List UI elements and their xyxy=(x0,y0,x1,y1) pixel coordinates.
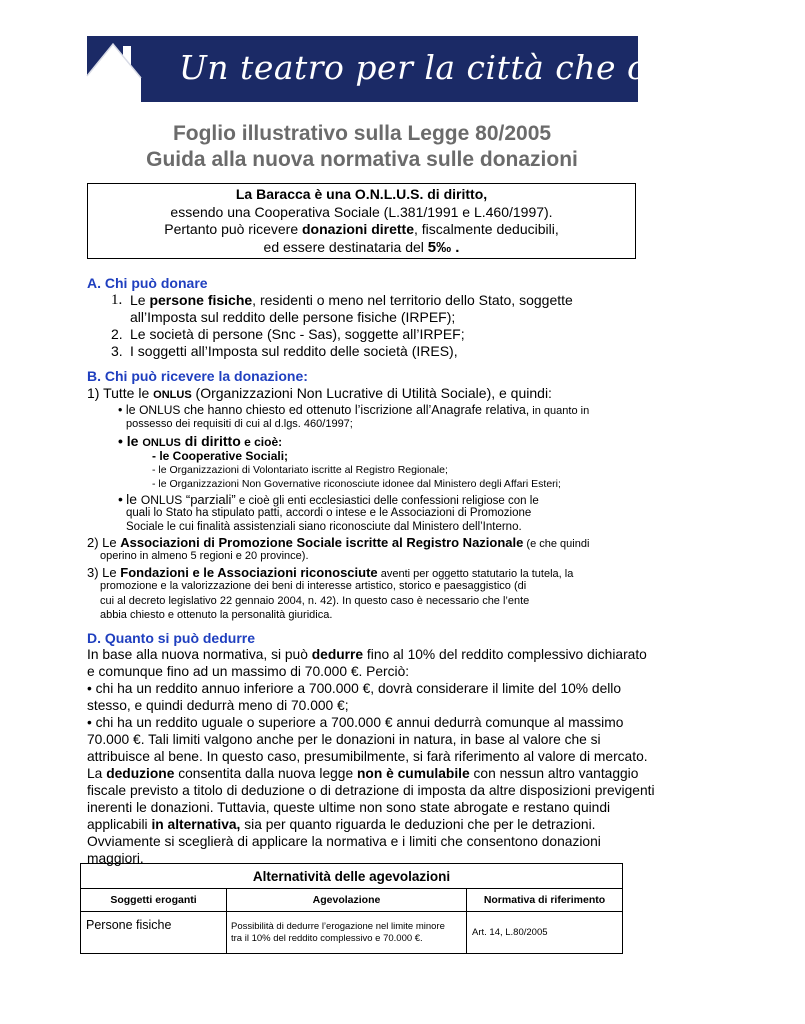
table-cell-agevolazione: Possibilità di dedurre l’erogazione nel limite minore tra il 10% del reddito complessivo e 70.000 €. xyxy=(227,912,467,954)
table-cell-soggetto: Persone fisiche xyxy=(81,912,227,954)
section-b-point-2-cont: operino in almeno 5 regioni e 20 province). xyxy=(100,550,309,562)
infobox-line-3: Pertanto può ricevere donazioni dirette, fiscalmente deducibili, xyxy=(164,221,559,237)
section-b-point-3: 3) Le Fondazioni e le Associazioni riconosciute aventi per oggetto statutario la tutela, la xyxy=(87,565,574,580)
bullet-3-cont-1: quali lo Stato ha stipulato patti, accordi o intese e le Associazioni di Promozione xyxy=(126,507,532,519)
bullet-1: • le ONLUS che hanno chiesto ed ottenuto l’iscrizione all’Anagrafe relativa, in quanto in xyxy=(118,403,590,417)
banner-slogan: Un teatro per la città che cresce . . . xyxy=(179,48,805,87)
section-b-point-3-cont-1: promozione e la valorizzazione dei beni di interesse artistico, storico e paesaggistico (di xyxy=(100,580,527,592)
section-d-line-2: e comunque fino ad un massimo di 70.000 €. Perciò: xyxy=(87,664,410,679)
section-d-heading: D. Quanto si può dedurre xyxy=(87,630,256,646)
section-b-point-1: 1) Tutte le ONLUS (Organizzazioni Non Lucrative di Utilità Sociale), e quindi: xyxy=(87,385,552,401)
list-item-3: I soggetti all’Imposta sul reddito delle società (IRES), xyxy=(130,343,458,359)
page-subtitle: Guida alla nuova normativa sulle donazioni xyxy=(146,148,578,171)
header-banner xyxy=(87,36,805,102)
section-d-line-11: applicabili in alternativa, sia per quanto riguarda le deduzioni che per le detrazioni. xyxy=(87,817,596,832)
table-header-soggetti: Soggetti eroganti xyxy=(81,889,227,912)
table-header-normativa: Normativa di riferimento xyxy=(467,889,623,912)
section-d-line-8: La deduzione consentita dalla nuova legge non è cumulabile con nessun altro vantaggio xyxy=(87,766,639,781)
section-d-line-9: fiscale previsto a titolo di deduzione o di detrazione di imposta da altre disposizioni previgenti xyxy=(87,783,655,798)
table-cell-normativa: Art. 14, L.80/2005 xyxy=(467,912,623,954)
section-d-line-1: In base alla nuova normativa, si può dedurre fino al 10% del reddito complessivo dichiarato xyxy=(87,647,647,662)
section-d-line-6: 70.000 €. Tali limiti valgono anche per le donazioni in natura, in base al valore che si xyxy=(87,732,601,747)
list-number-3: 3. xyxy=(111,343,123,359)
section-a-heading: A. Chi può donare xyxy=(87,275,208,291)
section-b-point-3-cont-3: abbia chiesto e ottenuto la personalità giuridica. xyxy=(100,609,333,621)
section-b-point-2: 2) Le Associazioni di Promozione Sociale iscritte al Registro Nazionale (e che quindi xyxy=(87,535,590,550)
section-d-line-4: stesso, e quindi dedurrà meno di 70.000 €; xyxy=(87,698,349,713)
bullet-2-sub-3: - le Organizzazioni Non Governative riconosciute idonee dal Ministero degli Affari Esteri; xyxy=(152,478,561,490)
infobox-line-2: essendo una Cooperativa Sociale (L.381/1991 e L.460/1997). xyxy=(170,203,553,220)
section-d-line-12: Ovviamente si sceglierà di applicare la normativa e i limiti che consentono donazioni xyxy=(87,834,601,849)
list-item-1: Le persone fisiche, residenti o meno nel territorio dello Stato, soggette xyxy=(130,292,573,308)
table-row xyxy=(81,912,623,954)
bullet-2: • le ONLUS di diritto e cioè: xyxy=(118,433,283,449)
section-d-line-7: attribuisce al bene. In questo caso, presumibilmente, si farà riferimento al valore di mercato. xyxy=(87,749,648,764)
list-number-2: 2. xyxy=(111,326,123,342)
section-d-line-10: inerenti le donazioni. Tuttavia, queste ultime non sono state abrogate e restano quindi xyxy=(87,800,611,815)
section-d-line-13: maggiori. xyxy=(87,851,144,866)
agevolazioni-table xyxy=(80,863,623,954)
bullet-1-cont: possesso dei requisiti di cui al d.lgs. 460/1997; xyxy=(126,418,353,430)
table-header-row xyxy=(81,889,623,912)
bullet-3-cont-2: Sociale le cui finalità assistenziali siano riconosciute dal Ministero dell’Interno. xyxy=(126,521,522,533)
list-number-1: 1. xyxy=(111,292,123,308)
page-title: Foglio illustrativo sulla Legge 80/2005 xyxy=(172,122,552,145)
table-header-agevolazione: Agevolazione xyxy=(227,889,467,912)
bullet-3: • le ONLUS “parziali” e cioè gli enti ecclesiastici delle confessioni religiose con le xyxy=(118,491,539,507)
section-b-point-3-cont-2: cui al decreto legislativo 22 gennaio 2004, n. 42). In questo caso è necessario che l’ente xyxy=(100,595,530,607)
list-item-1-cont: all’Imposta sul reddito delle persone fisiche (IRPEF); xyxy=(130,309,456,325)
onlus-info-box xyxy=(87,183,636,259)
section-b-heading: B. Chi può ricevere la donazione: xyxy=(87,368,308,384)
list-item-2: Le società di persone (Snc - Sas), soggette all’IRPEF; xyxy=(130,326,465,342)
bullet-2-sub-2: - le Organizzazioni di Volontariato iscritte al Registro Regionale; xyxy=(152,464,448,476)
bullet-2-sub-1: - le Cooperative Sociali; xyxy=(152,449,289,463)
section-d-line-5: • chi ha un reddito uguale o superiore a 700.000 € annui dedurrà comunque al massimo xyxy=(87,715,624,730)
table-title: Alternatività delle agevolazioni xyxy=(81,864,623,889)
infobox-line-1: La Baracca è una O.N.L.U.S. di diritto, xyxy=(235,186,488,202)
infobox-line-4: ed essere destinataria del 5‰ . xyxy=(263,238,460,256)
section-d-line-3: • chi ha un reddito annuo inferiore a 700.000 €, dovrà considerare il limite del 10% dello xyxy=(87,681,622,696)
